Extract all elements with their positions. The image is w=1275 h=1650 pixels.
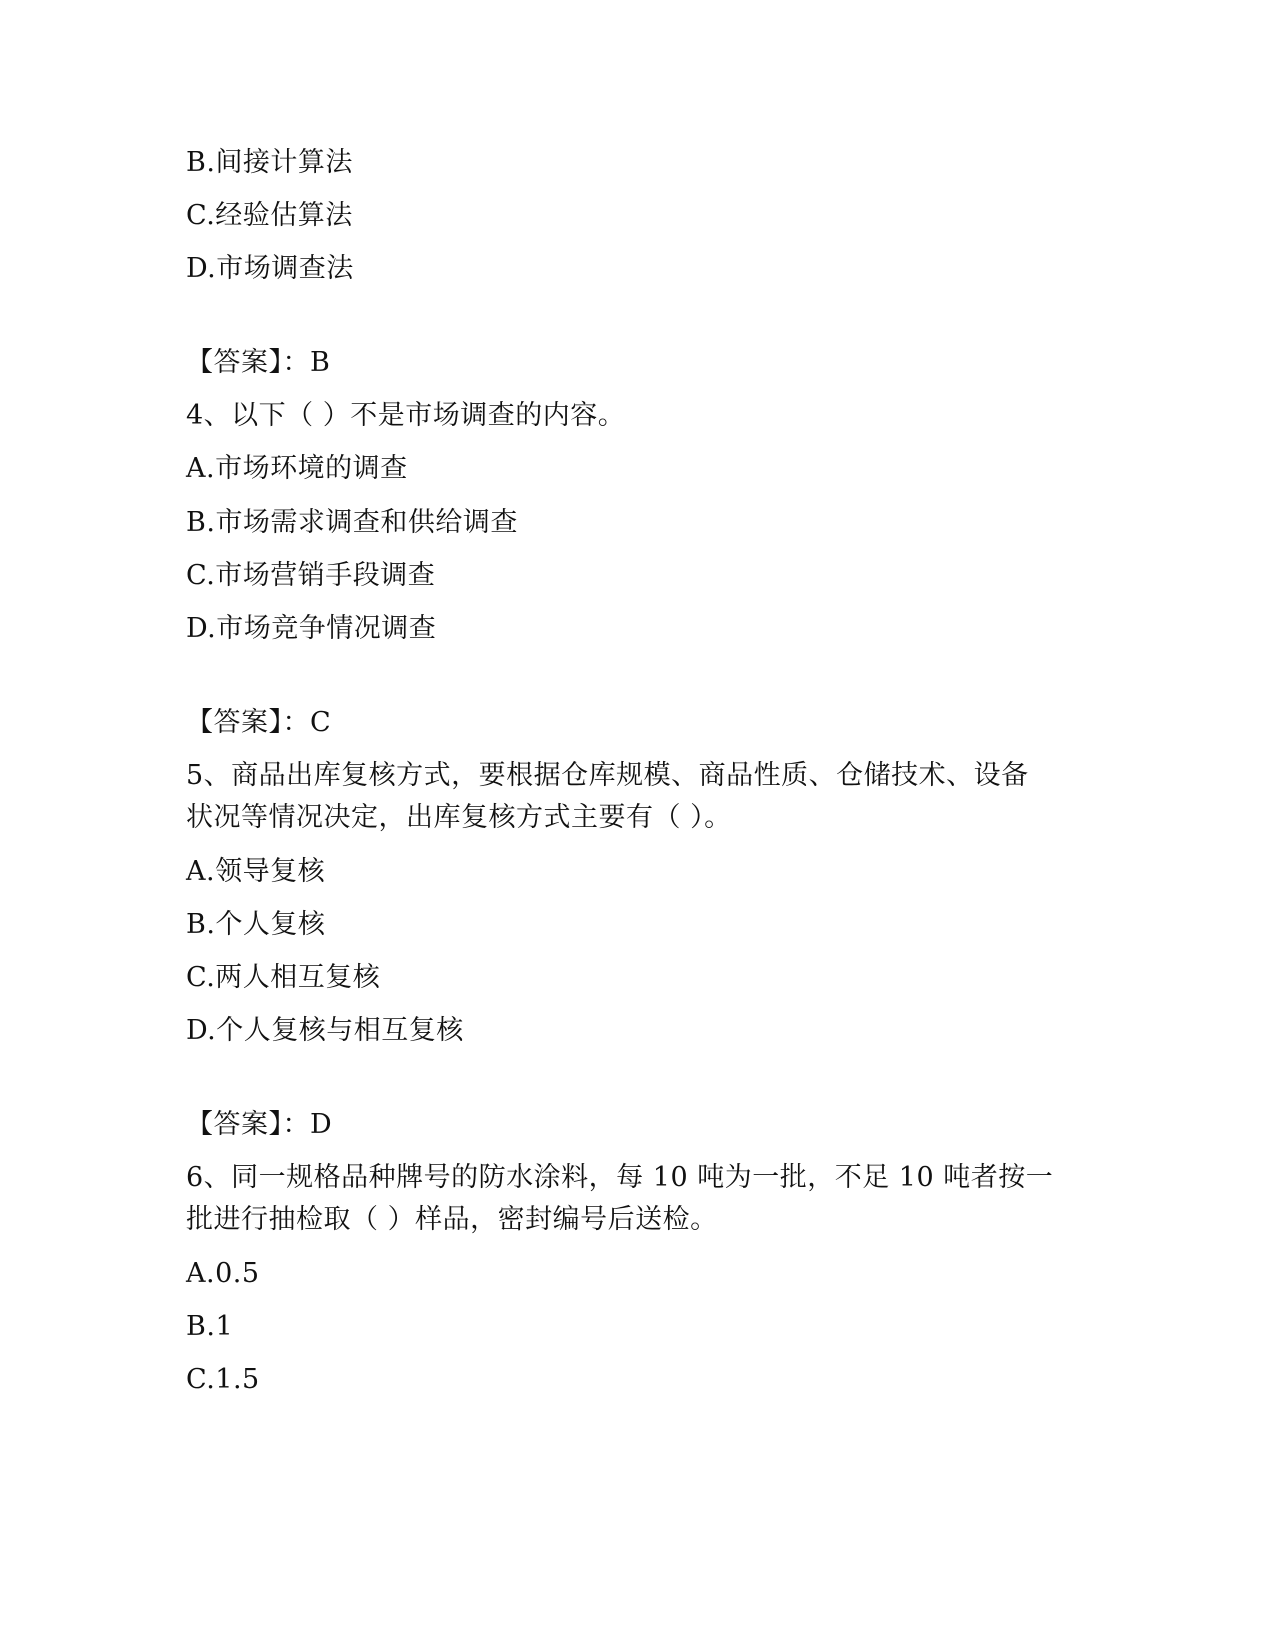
q4-answer bbox=[186, 706, 331, 740]
q5-option-b bbox=[186, 908, 325, 942]
q3-option-b bbox=[186, 146, 353, 180]
q4-option-b bbox=[186, 506, 518, 540]
q4-option-c bbox=[186, 559, 435, 593]
q4-option-a bbox=[186, 452, 408, 486]
answer-value: B bbox=[310, 347, 331, 378]
option-label: A. bbox=[186, 856, 216, 887]
option-label: A. bbox=[186, 453, 216, 484]
option-text: 0.5 bbox=[215, 1258, 260, 1289]
option-text: 两人相互复核 bbox=[215, 962, 381, 993]
option-label: B. bbox=[186, 1311, 216, 1342]
q5-option-d bbox=[186, 1014, 464, 1048]
q4-stem: 4、以下（ ）不是市场调查的内容。 bbox=[186, 400, 626, 431]
option-label: B. bbox=[186, 147, 216, 178]
option-text: 市场需求调查和供给调查 bbox=[215, 507, 518, 538]
option-label: C. bbox=[186, 560, 216, 591]
answer-value: C bbox=[310, 707, 332, 738]
option-label: C. bbox=[186, 962, 216, 993]
option-label: A. bbox=[186, 1258, 216, 1289]
answer-value: D bbox=[310, 1109, 333, 1140]
q6-option-a bbox=[186, 1257, 260, 1291]
option-text: 个人复核 bbox=[215, 909, 326, 940]
option-label: D. bbox=[186, 1015, 217, 1046]
answer-prefix: 【答案】： bbox=[186, 347, 310, 378]
option-text: 经验估算法 bbox=[215, 200, 353, 231]
option-label: C. bbox=[186, 200, 216, 231]
option-text: 市场竞争情况调查 bbox=[216, 613, 437, 644]
q6-stem-line1: 6、同一规格品种牌号的防水涂料，每 10 吨为一批，不足 10 吨者按一 bbox=[186, 1162, 1054, 1193]
answer-prefix: 【答案】： bbox=[186, 1109, 310, 1140]
answer-prefix: 【答案】： bbox=[186, 707, 310, 738]
option-text: 间接计算法 bbox=[215, 147, 353, 178]
option-text: 个人复核与相互复核 bbox=[216, 1015, 464, 1046]
option-text: 市场调查法 bbox=[216, 253, 354, 284]
q3-answer bbox=[186, 346, 330, 380]
option-text: 市场环境的调查 bbox=[215, 453, 408, 484]
q6-option-b bbox=[186, 1310, 233, 1344]
option-label: B. bbox=[186, 507, 216, 538]
option-label: D. bbox=[186, 613, 217, 644]
option-label: B. bbox=[186, 909, 216, 940]
option-text: 1.5 bbox=[215, 1364, 260, 1395]
q5-option-c bbox=[186, 961, 380, 995]
q5-stem-line2: 状况等情况决定，出库复核方式主要有（ ）。 bbox=[186, 802, 732, 833]
q5-stem-line1: 5、商品出库复核方式，要根据仓库规模、商品性质、仓储技术、设备 bbox=[186, 760, 1029, 791]
q3-option-c bbox=[186, 199, 353, 233]
q5-option-a bbox=[186, 855, 325, 889]
option-text: 领导复核 bbox=[215, 856, 326, 887]
option-label: C. bbox=[186, 1364, 216, 1395]
q4-option-d bbox=[186, 612, 436, 646]
q3-option-d bbox=[186, 252, 354, 286]
option-text: 市场营销手段调查 bbox=[215, 560, 436, 591]
option-text: 1 bbox=[215, 1311, 234, 1342]
q6-option-c bbox=[186, 1363, 260, 1397]
option-label: D. bbox=[186, 253, 217, 284]
q6-stem-line2: 批进行抽检取（ ）样品，密封编号后送检。 bbox=[186, 1204, 718, 1235]
q5-answer bbox=[186, 1108, 332, 1142]
